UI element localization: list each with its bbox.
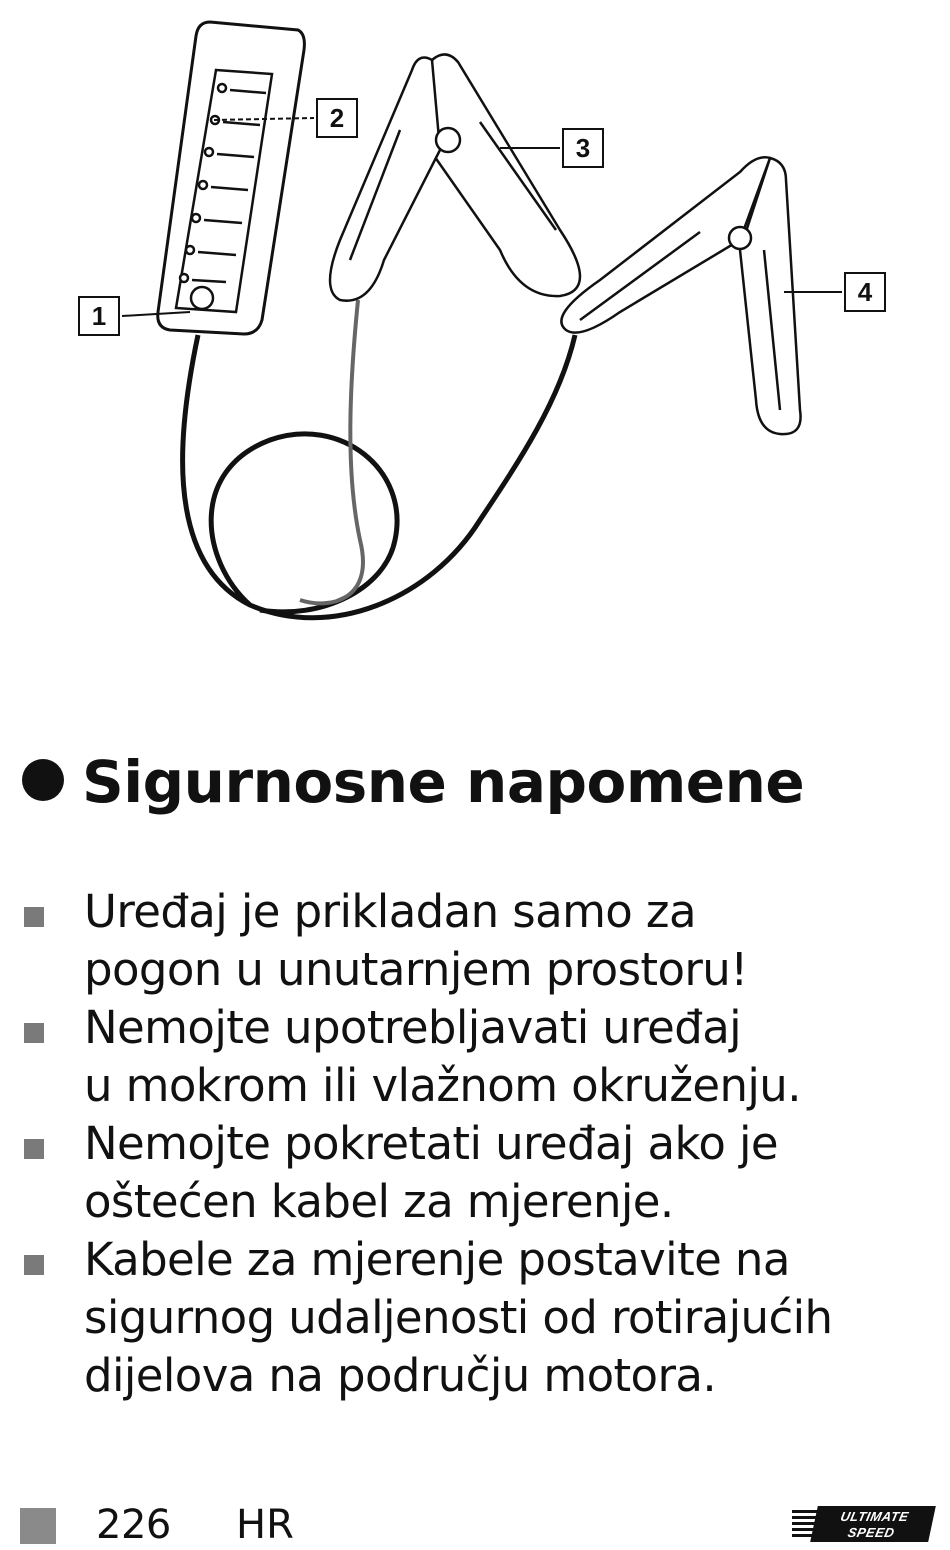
callout-2: 2: [316, 98, 358, 138]
footer-square-icon: [20, 1508, 56, 1544]
note-line: Uređaj je prikladan samo za: [84, 885, 696, 938]
logo-text-line1: ULTIMATE: [839, 1509, 911, 1524]
callout-3: 3: [562, 128, 604, 168]
note-line: dijelova na području motora.: [84, 1349, 717, 1402]
square-bullet-icon: [24, 907, 44, 927]
note-line: u mokrom ili vlažnom okruženju.: [84, 1059, 801, 1112]
safety-note: [0, 1115, 950, 1231]
grey-cable: [300, 300, 363, 603]
section-heading: [22, 742, 804, 822]
battery-tester-drawing: [0, 0, 950, 680]
safety-note: [0, 1231, 950, 1405]
clamp-red: [330, 54, 580, 300]
brand-logo: [792, 1506, 932, 1542]
section-title-text: Sigurnosne napomene: [82, 748, 805, 816]
square-bullet-icon: [24, 1023, 44, 1043]
clamp-black: [561, 157, 800, 434]
note-line: Nemojte pokretati uređaj ako je: [84, 1117, 778, 1170]
heading-bullet-icon: [22, 759, 64, 801]
square-bullet-icon: [24, 1255, 44, 1275]
note-line: sigurnog udaljenosti od rotirajućih: [84, 1291, 833, 1344]
page-footer: [0, 1500, 950, 1547]
safety-note: [0, 883, 950, 999]
page-number: 226: [96, 1502, 171, 1548]
note-line: Nemojte upotrebljavati uređaj: [84, 1001, 742, 1054]
tester-unit: [158, 22, 305, 334]
logo-text-line2: SPEED: [846, 1525, 897, 1540]
callout-1: 1: [78, 296, 120, 336]
black-cable-loop: [211, 434, 397, 612]
safety-notes-list: [0, 883, 950, 1405]
square-bullet-icon: [24, 1139, 44, 1159]
language-code: HR: [236, 1502, 294, 1548]
safety-note: [0, 999, 950, 1115]
logo-badge: [810, 1506, 936, 1542]
note-line: oštećen kabel za mjerenje.: [84, 1175, 674, 1228]
note-line: Kabele za mjerenje postavite na: [84, 1233, 790, 1286]
note-line: pogon u unutarnjem prostoru!: [84, 943, 748, 996]
callout-4: 4: [844, 272, 886, 312]
product-illustration: [0, 0, 950, 680]
